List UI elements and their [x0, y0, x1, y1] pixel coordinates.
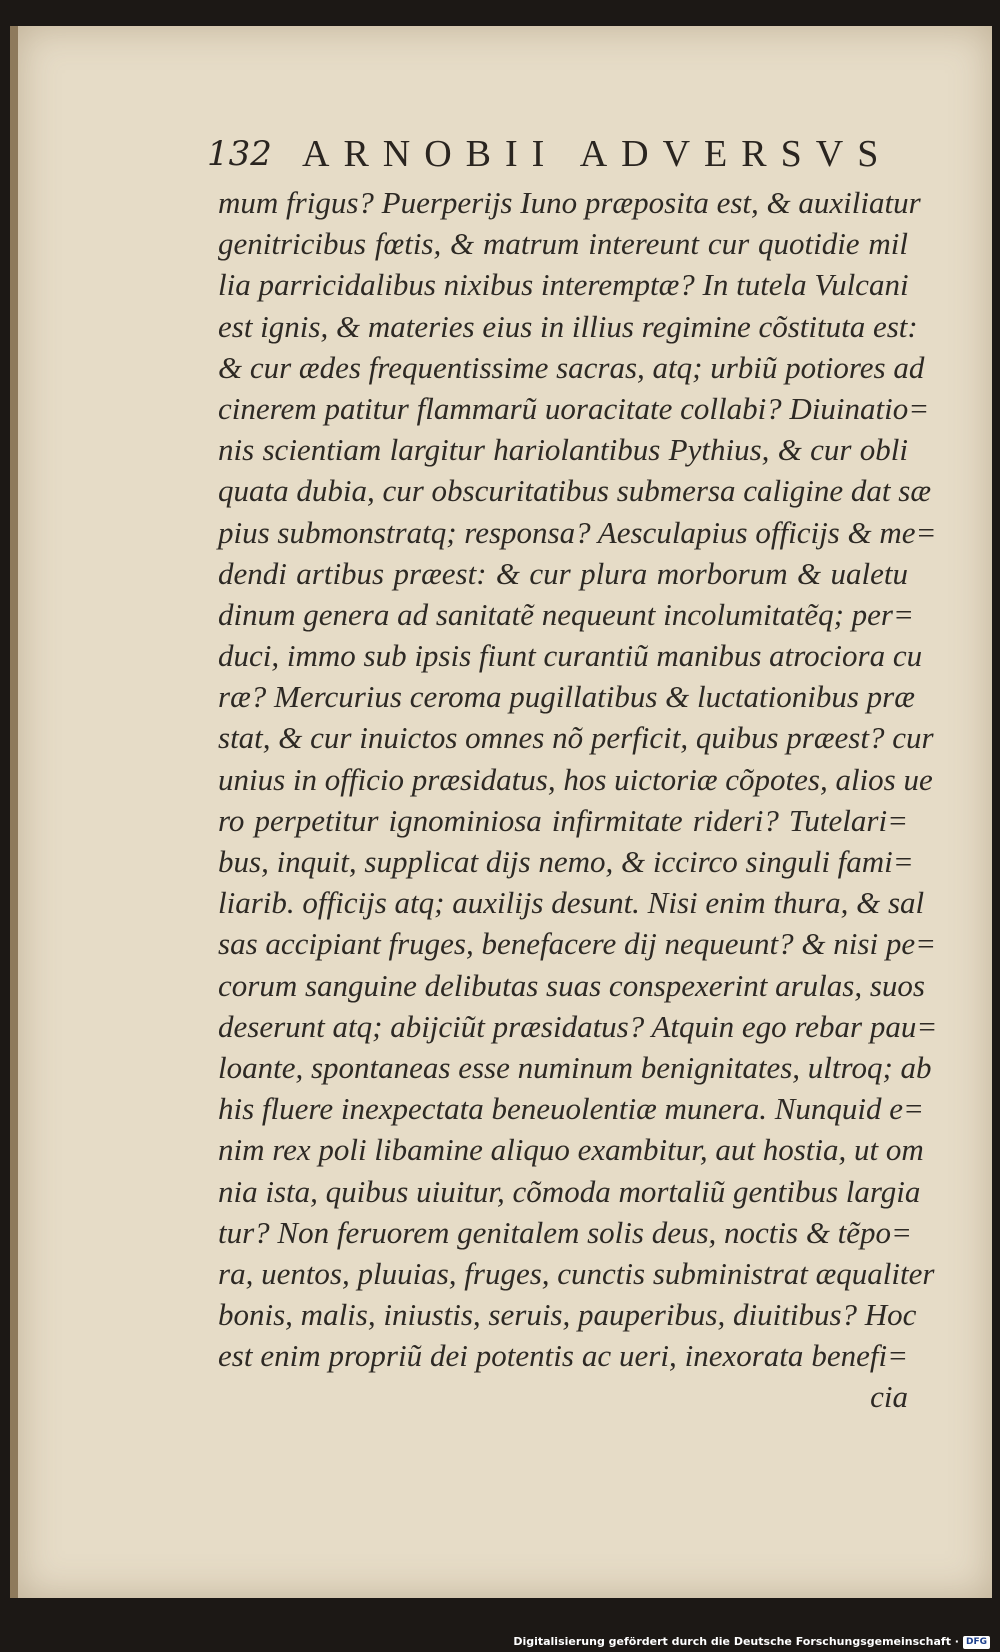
text-line: quata dubia, cur obscuritatibus submersa caligine dat sæ: [218, 473, 931, 509]
credit-text: Digitalisierung gefördert durch die Deutsche Forschungsgemeinschaft ·: [513, 1635, 959, 1648]
text-line: loante, spontaneas esse numinum benignitates, ultroq; ab: [218, 1049, 932, 1085]
text-line: & cur ædes frequentissime sacras, atq; urbiũ potiores ad: [218, 349, 925, 385]
text-line: sas accipiant fruges, benefacere dij nequeunt? & nisi pe=: [218, 926, 936, 962]
text-line: bonis, malis, iniustis, seruis, pauperibus, diuitibus? Hoc: [218, 1297, 917, 1333]
page-header: [207, 130, 907, 180]
text-line: nis scientiam largitur hariolantibus Pythius, & cur obli: [218, 432, 908, 468]
text-line: ræ? Mercurius ceroma pugillatibus & luctationibus præ: [218, 679, 915, 715]
body-text: [218, 182, 938, 1418]
text-line: unius in officio præsidatus, hos uictoriæ cõpotes, alios ue: [218, 761, 933, 797]
text-line: bus, inquit, supplicat dijs nemo, & iccirco singuli fami=: [218, 844, 914, 879]
text-line: liarib. officijs atq; auxilijs desunt. Nisi enim thura, & sal: [218, 885, 925, 921]
text-line: mum frigus? Puerperijs Iuno præposita est, & auxiliatur: [218, 185, 921, 220]
dfg-logo: DFG: [963, 1636, 990, 1649]
catchword: cia: [870, 1379, 908, 1415]
text-line: nim rex poli libamine aliquo exambitur, aut hostia, ut om: [218, 1132, 924, 1168]
text-line: est enim propriũ dei potentis ac ueri, inexorata benefi=: [218, 1338, 908, 1374]
text-line: stat, & cur inuictos omnes nõ perficit, quibus præest? cur: [218, 720, 934, 756]
page-number: 132: [207, 134, 272, 174]
running-title: ARNOBII ADVERSVS: [302, 133, 893, 175]
text-line: est ignis, & materies eius in illius regimine cõstituta est:: [218, 308, 918, 344]
text-line: his fluere inexpectata beneuolentiæ munera. Nunquid e=: [218, 1091, 924, 1127]
text-line: ro perpetitur ignominiosa infirmitate rideri? Tutelari=: [218, 802, 908, 838]
text-line: dinum genera ad sanitatẽ nequeunt incolumitatẽq; per=: [218, 596, 914, 632]
text-line: tur? Non feruorem genitalem solis deus, noctis & tẽpo=: [218, 1214, 912, 1250]
text-line: deserunt atq; abijciũt præsidatus? Atquin ego rebar pau=: [218, 1008, 938, 1044]
text-line: nia ista, quibus uiuitur, cõmoda mortaliũ gentibus largia: [218, 1173, 921, 1209]
text-line: dendi artibus præest: & cur plura morborum & ualetu: [218, 555, 908, 591]
text-line: ra, uentos, pluuias, fruges, cunctis subministrat æqualiter: [218, 1255, 935, 1291]
text-line: duci, immo sub ipsis fiunt curantiũ manibus atrociora cu: [218, 638, 923, 674]
text-line: corum sanguine delibutas suas conspexerint arulas, suos: [218, 967, 925, 1003]
text-line: genitricibus fœtis, & matrum intereunt cur quotidie mil: [218, 226, 908, 262]
text-line: pius submonstratq; responsa? Aesculapius officijs & me=: [218, 514, 937, 550]
text-line: cinerem patitur flammarũ uoracitate collabi? Diuinatio=: [218, 390, 930, 426]
digitization-credit: [513, 1632, 990, 1652]
text-line: lia parricidalibus nixibus interemptæ? In tutela Vulcani: [218, 267, 909, 303]
